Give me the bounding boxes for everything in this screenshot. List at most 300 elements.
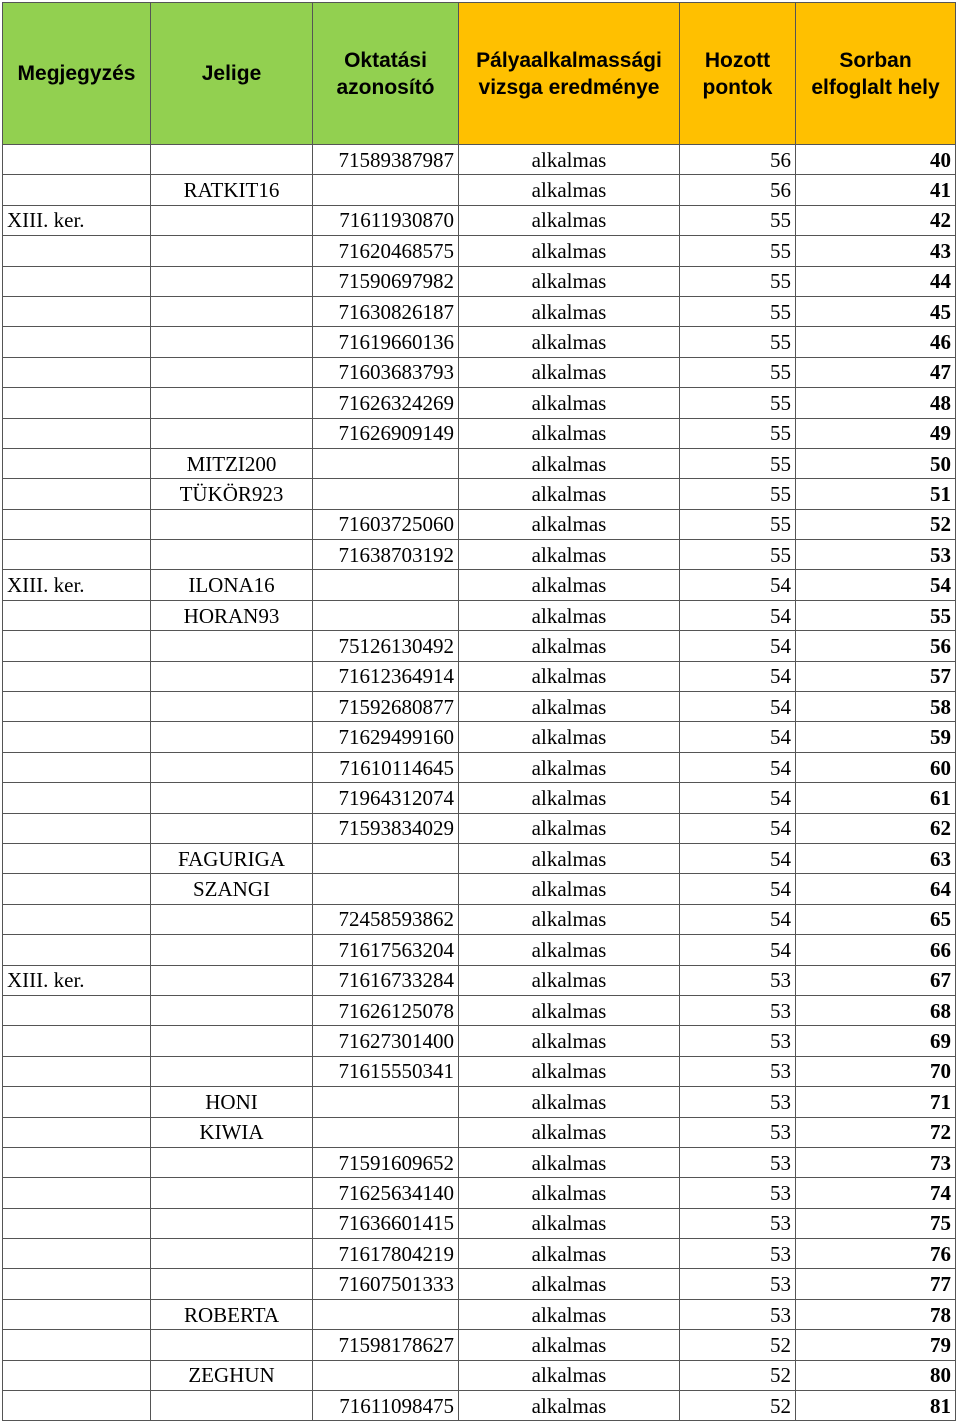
azonosito-cell: 71612364914 — [313, 661, 459, 691]
place-cell: 64 — [796, 874, 956, 904]
points-cell: 52 — [680, 1360, 796, 1390]
table-row — [3, 540, 956, 570]
points-cell: 54 — [680, 783, 796, 813]
result-cell: alkalmas — [459, 1391, 680, 1421]
jelige-cell — [151, 1391, 313, 1421]
points-cell: 54 — [680, 752, 796, 782]
result-cell: alkalmas — [459, 813, 680, 843]
points-cell: 55 — [680, 479, 796, 509]
points-cell: 53 — [680, 1147, 796, 1177]
jelige-cell: RATKIT16 — [151, 175, 313, 205]
result-cell: alkalmas — [459, 1269, 680, 1299]
points-cell: 55 — [680, 509, 796, 539]
result-cell: alkalmas — [459, 1056, 680, 1086]
points-cell: 53 — [680, 1299, 796, 1329]
azonosito-cell: 71611930870 — [313, 205, 459, 235]
result-cell: alkalmas — [459, 1147, 680, 1177]
place-cell: 76 — [796, 1239, 956, 1269]
place-cell: 62 — [796, 813, 956, 843]
jelige-cell — [151, 205, 313, 235]
place-cell: 71 — [796, 1087, 956, 1117]
note-cell — [3, 783, 151, 813]
table-row — [3, 1299, 956, 1329]
note-cell — [3, 1178, 151, 1208]
note-cell — [3, 479, 151, 509]
jelige-cell — [151, 540, 313, 570]
points-cell: 54 — [680, 874, 796, 904]
points-cell: 54 — [680, 570, 796, 600]
table-row — [3, 1056, 956, 1086]
azonosito-cell — [313, 600, 459, 630]
place-cell: 73 — [796, 1147, 956, 1177]
jelige-cell — [151, 692, 313, 722]
points-cell: 53 — [680, 1269, 796, 1299]
table-row — [3, 692, 956, 722]
note-cell — [3, 1087, 151, 1117]
points-cell: 55 — [680, 205, 796, 235]
place-cell: 60 — [796, 752, 956, 782]
result-cell: alkalmas — [459, 205, 680, 235]
points-cell: 55 — [680, 327, 796, 357]
place-cell: 55 — [796, 600, 956, 630]
result-cell: alkalmas — [459, 448, 680, 478]
jelige-cell — [151, 935, 313, 965]
points-cell: 54 — [680, 692, 796, 722]
points-cell: 54 — [680, 661, 796, 691]
note-cell — [3, 388, 151, 418]
result-cell: alkalmas — [459, 266, 680, 296]
result-cell: alkalmas — [459, 1239, 680, 1269]
place-cell: 81 — [796, 1391, 956, 1421]
place-cell: 48 — [796, 388, 956, 418]
table-row — [3, 1269, 956, 1299]
result-cell: alkalmas — [459, 722, 680, 752]
points-cell: 55 — [680, 296, 796, 326]
azonosito-cell — [313, 1360, 459, 1390]
jelige-cell — [151, 752, 313, 782]
place-cell: 42 — [796, 205, 956, 235]
result-cell: alkalmas — [459, 843, 680, 873]
points-cell: 54 — [680, 935, 796, 965]
place-cell: 59 — [796, 722, 956, 752]
azonosito-cell — [313, 1299, 459, 1329]
table-row — [3, 874, 956, 904]
points-cell: 55 — [680, 388, 796, 418]
place-cell: 72 — [796, 1117, 956, 1147]
points-cell: 53 — [680, 1178, 796, 1208]
points-cell: 55 — [680, 448, 796, 478]
points-cell: 54 — [680, 722, 796, 752]
place-cell: 75 — [796, 1208, 956, 1238]
jelige-cell: FAGURIGA — [151, 843, 313, 873]
azonosito-cell: 71598178627 — [313, 1330, 459, 1360]
table-row — [3, 631, 956, 661]
jelige-cell — [151, 1147, 313, 1177]
place-cell: 44 — [796, 266, 956, 296]
points-cell: 54 — [680, 631, 796, 661]
azonosito-cell — [313, 874, 459, 904]
note-cell — [3, 1208, 151, 1238]
result-cell: alkalmas — [459, 296, 680, 326]
azonosito-cell: 72458593862 — [313, 904, 459, 934]
result-cell: alkalmas — [459, 236, 680, 266]
place-cell: 41 — [796, 175, 956, 205]
table-row — [3, 479, 956, 509]
result-cell: alkalmas — [459, 1299, 680, 1329]
note-cell — [3, 266, 151, 296]
note-cell — [3, 145, 151, 175]
azonosito-cell: 71620468575 — [313, 236, 459, 266]
note-cell — [3, 540, 151, 570]
header-row — [3, 3, 956, 145]
table-row — [3, 1208, 956, 1238]
place-cell: 68 — [796, 995, 956, 1025]
table-row — [3, 1360, 956, 1390]
result-cell: alkalmas — [459, 995, 680, 1025]
place-cell: 79 — [796, 1330, 956, 1360]
place-cell: 65 — [796, 904, 956, 934]
jelige-cell — [151, 266, 313, 296]
note-cell — [3, 600, 151, 630]
jelige-cell — [151, 631, 313, 661]
place-cell: 80 — [796, 1360, 956, 1390]
place-cell: 46 — [796, 327, 956, 357]
azonosito-cell: 71589387987 — [313, 145, 459, 175]
points-cell: 53 — [680, 965, 796, 995]
jelige-cell: TÜKÖR923 — [151, 479, 313, 509]
place-cell: 52 — [796, 509, 956, 539]
note-cell: XIII. ker. — [3, 205, 151, 235]
header-oktatasi-azonosito: Oktatási azonosító — [313, 3, 459, 145]
jelige-cell: ROBERTA — [151, 1299, 313, 1329]
azonosito-cell — [313, 570, 459, 600]
jelige-cell: KIWIA — [151, 1117, 313, 1147]
result-cell: alkalmas — [459, 1087, 680, 1117]
points-cell: 55 — [680, 418, 796, 448]
jelige-cell — [151, 904, 313, 934]
table-row — [3, 145, 956, 175]
table-row — [3, 175, 956, 205]
result-cell: alkalmas — [459, 600, 680, 630]
jelige-cell — [151, 1208, 313, 1238]
result-cell: alkalmas — [459, 752, 680, 782]
place-cell: 53 — [796, 540, 956, 570]
header-sorban-elfoglalt-hely: Sorban elfoglalt hely — [796, 3, 956, 145]
table-row — [3, 1117, 956, 1147]
note-cell — [3, 418, 151, 448]
azonosito-cell: 71629499160 — [313, 722, 459, 752]
note-cell — [3, 813, 151, 843]
note-cell — [3, 448, 151, 478]
place-cell: 56 — [796, 631, 956, 661]
note-cell — [3, 1269, 151, 1299]
jelige-cell — [151, 722, 313, 752]
place-cell: 45 — [796, 296, 956, 326]
result-cell: alkalmas — [459, 935, 680, 965]
azonosito-cell: 71630826187 — [313, 296, 459, 326]
jelige-cell: ZEGHUN — [151, 1360, 313, 1390]
table-row — [3, 1239, 956, 1269]
azonosito-cell: 71607501333 — [313, 1269, 459, 1299]
table-row — [3, 570, 956, 600]
note-cell — [3, 1056, 151, 1086]
jelige-cell — [151, 661, 313, 691]
azonosito-cell: 71611098475 — [313, 1391, 459, 1421]
result-cell: alkalmas — [459, 1330, 680, 1360]
result-cell: alkalmas — [459, 1208, 680, 1238]
jelige-cell — [151, 1330, 313, 1360]
result-cell: alkalmas — [459, 904, 680, 934]
points-cell: 55 — [680, 236, 796, 266]
note-cell — [3, 692, 151, 722]
place-cell: 49 — [796, 418, 956, 448]
note-cell — [3, 1147, 151, 1177]
table-row — [3, 1087, 956, 1117]
table-row — [3, 327, 956, 357]
note-cell — [3, 236, 151, 266]
place-cell: 69 — [796, 1026, 956, 1056]
place-cell: 78 — [796, 1299, 956, 1329]
place-cell: 47 — [796, 357, 956, 387]
jelige-cell — [151, 1239, 313, 1269]
note-cell — [3, 1117, 151, 1147]
table-row — [3, 448, 956, 478]
result-cell: alkalmas — [459, 661, 680, 691]
note-cell — [3, 327, 151, 357]
jelige-cell — [151, 995, 313, 1025]
table-row — [3, 205, 956, 235]
points-cell: 53 — [680, 1239, 796, 1269]
azonosito-cell: 71591609652 — [313, 1147, 459, 1177]
note-cell — [3, 1391, 151, 1421]
azonosito-cell — [313, 479, 459, 509]
table-row — [3, 783, 956, 813]
azonosito-cell: 71617804219 — [313, 1239, 459, 1269]
note-cell — [3, 752, 151, 782]
azonosito-cell: 71627301400 — [313, 1026, 459, 1056]
note-cell: XIII. ker. — [3, 570, 151, 600]
table-row — [3, 843, 956, 873]
table-row — [3, 813, 956, 843]
points-cell: 52 — [680, 1391, 796, 1421]
azonosito-cell — [313, 175, 459, 205]
table-row — [3, 752, 956, 782]
table-row — [3, 1178, 956, 1208]
points-cell: 53 — [680, 1208, 796, 1238]
result-cell: alkalmas — [459, 692, 680, 722]
results-table — [2, 2, 956, 1421]
azonosito-cell: 71603683793 — [313, 357, 459, 387]
note-cell — [3, 175, 151, 205]
result-cell: alkalmas — [459, 479, 680, 509]
azonosito-cell: 71610114645 — [313, 752, 459, 782]
note-cell — [3, 1026, 151, 1056]
jelige-cell — [151, 357, 313, 387]
jelige-cell — [151, 418, 313, 448]
result-cell: alkalmas — [459, 327, 680, 357]
note-cell — [3, 904, 151, 934]
azonosito-cell: 71619660136 — [313, 327, 459, 357]
note-cell — [3, 631, 151, 661]
points-cell: 56 — [680, 145, 796, 175]
jelige-cell — [151, 145, 313, 175]
points-cell: 53 — [680, 995, 796, 1025]
result-cell: alkalmas — [459, 1117, 680, 1147]
table-row — [3, 995, 956, 1025]
azonosito-cell: 71626324269 — [313, 388, 459, 418]
place-cell: 63 — [796, 843, 956, 873]
place-cell: 61 — [796, 783, 956, 813]
azonosito-cell: 71593834029 — [313, 813, 459, 843]
table-row — [3, 388, 956, 418]
azonosito-cell: 71615550341 — [313, 1056, 459, 1086]
points-cell: 56 — [680, 175, 796, 205]
table-body — [3, 145, 956, 1421]
result-cell: alkalmas — [459, 965, 680, 995]
jelige-cell: HONI — [151, 1087, 313, 1117]
azonosito-cell: 71592680877 — [313, 692, 459, 722]
azonosito-cell — [313, 448, 459, 478]
header-jelige: Jelige — [151, 3, 313, 145]
note-cell — [3, 357, 151, 387]
points-cell: 55 — [680, 357, 796, 387]
jelige-cell — [151, 1178, 313, 1208]
place-cell: 74 — [796, 1178, 956, 1208]
result-cell: alkalmas — [459, 145, 680, 175]
points-cell: 54 — [680, 600, 796, 630]
result-cell: alkalmas — [459, 509, 680, 539]
table-row — [3, 418, 956, 448]
result-cell: alkalmas — [459, 357, 680, 387]
table-row — [3, 1391, 956, 1421]
header-megjegyzes: Megjegyzés — [3, 3, 151, 145]
azonosito-cell — [313, 1087, 459, 1117]
azonosito-cell: 71603725060 — [313, 509, 459, 539]
result-cell: alkalmas — [459, 540, 680, 570]
place-cell: 51 — [796, 479, 956, 509]
points-cell: 53 — [680, 1026, 796, 1056]
note-cell — [3, 843, 151, 873]
place-cell: 70 — [796, 1056, 956, 1086]
points-cell: 54 — [680, 813, 796, 843]
note-cell — [3, 1299, 151, 1329]
result-cell: alkalmas — [459, 570, 680, 600]
note-cell — [3, 1239, 151, 1269]
table-row — [3, 357, 956, 387]
note-cell: XIII. ker. — [3, 965, 151, 995]
jelige-cell — [151, 236, 313, 266]
place-cell: 58 — [796, 692, 956, 722]
jelige-cell: ILONA16 — [151, 570, 313, 600]
azonosito-cell: 71625634140 — [313, 1178, 459, 1208]
points-cell: 54 — [680, 904, 796, 934]
jelige-cell — [151, 783, 313, 813]
place-cell: 40 — [796, 145, 956, 175]
table-row — [3, 1147, 956, 1177]
table-row — [3, 236, 956, 266]
result-cell: alkalmas — [459, 1026, 680, 1056]
points-cell: 55 — [680, 540, 796, 570]
jelige-cell: SZANGI — [151, 874, 313, 904]
azonosito-cell — [313, 1117, 459, 1147]
header-vizsga-eredmenye: Pályaalkalmassági vizsga eredménye — [459, 3, 680, 145]
table-row — [3, 722, 956, 752]
result-cell: alkalmas — [459, 874, 680, 904]
azonosito-cell: 71617563204 — [313, 935, 459, 965]
jelige-cell: HORAN93 — [151, 600, 313, 630]
table-row — [3, 661, 956, 691]
table-row — [3, 296, 956, 326]
note-cell — [3, 661, 151, 691]
azonosito-cell: 71964312074 — [313, 783, 459, 813]
azonosito-cell: 75126130492 — [313, 631, 459, 661]
place-cell: 77 — [796, 1269, 956, 1299]
header-hozott-pontok: Hozott pontok — [680, 3, 796, 145]
note-cell — [3, 935, 151, 965]
place-cell: 50 — [796, 448, 956, 478]
jelige-cell — [151, 813, 313, 843]
table-row — [3, 904, 956, 934]
azonosito-cell: 71616733284 — [313, 965, 459, 995]
result-cell: alkalmas — [459, 1360, 680, 1390]
jelige-cell — [151, 296, 313, 326]
jelige-cell — [151, 965, 313, 995]
table-row — [3, 509, 956, 539]
azonosito-cell: 71636601415 — [313, 1208, 459, 1238]
jelige-cell — [151, 509, 313, 539]
points-cell: 53 — [680, 1056, 796, 1086]
result-cell: alkalmas — [459, 631, 680, 661]
note-cell — [3, 874, 151, 904]
azonosito-cell: 71626909149 — [313, 418, 459, 448]
place-cell: 54 — [796, 570, 956, 600]
note-cell — [3, 722, 151, 752]
azonosito-cell: 71638703192 — [313, 540, 459, 570]
table-header — [3, 3, 956, 145]
jelige-cell — [151, 327, 313, 357]
jelige-cell — [151, 1056, 313, 1086]
table-row — [3, 965, 956, 995]
place-cell: 43 — [796, 236, 956, 266]
points-cell: 52 — [680, 1330, 796, 1360]
note-cell — [3, 1360, 151, 1390]
table-row — [3, 600, 956, 630]
note-cell — [3, 509, 151, 539]
result-cell: alkalmas — [459, 175, 680, 205]
table-row — [3, 1330, 956, 1360]
points-cell: 55 — [680, 266, 796, 296]
place-cell: 57 — [796, 661, 956, 691]
result-cell: alkalmas — [459, 783, 680, 813]
result-cell: alkalmas — [459, 418, 680, 448]
azonosito-cell: 71626125078 — [313, 995, 459, 1025]
result-cell: alkalmas — [459, 388, 680, 418]
azonosito-cell: 71590697982 — [313, 266, 459, 296]
table-row — [3, 1026, 956, 1056]
jelige-cell: MITZI200 — [151, 448, 313, 478]
table-row — [3, 935, 956, 965]
note-cell — [3, 296, 151, 326]
jelige-cell — [151, 1269, 313, 1299]
table-row — [3, 266, 956, 296]
place-cell: 67 — [796, 965, 956, 995]
points-cell: 53 — [680, 1087, 796, 1117]
points-cell: 54 — [680, 843, 796, 873]
azonosito-cell — [313, 843, 459, 873]
note-cell — [3, 995, 151, 1025]
points-cell: 53 — [680, 1117, 796, 1147]
jelige-cell — [151, 1026, 313, 1056]
